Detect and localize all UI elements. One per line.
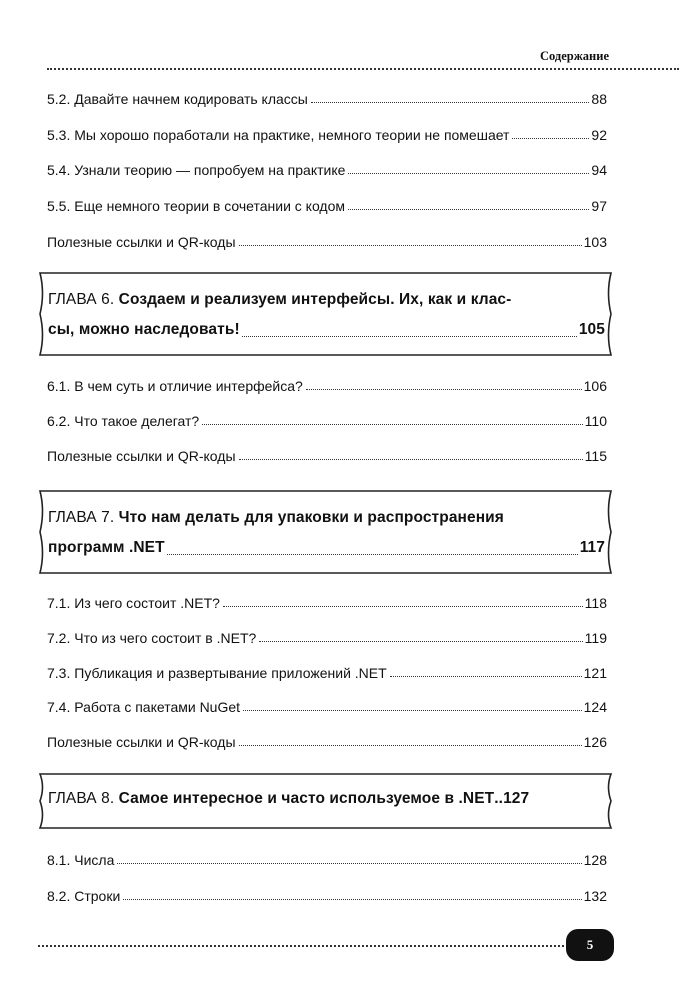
toc-entry[interactable]	[47, 408, 607, 430]
toc-entry-title: Мы хорошо поработали на практике, немного теории не помешает	[74, 127, 510, 143]
dot-leader	[311, 102, 590, 103]
toc-entry-links[interactable]	[47, 729, 607, 751]
toc-entry-page: 106	[583, 378, 607, 394]
chapter-title-cont: программ .NET	[48, 539, 165, 556]
chapter-title: Создаем и реализуем интерфейсы. Их, как и клас-	[118, 291, 512, 308]
dot-leader	[390, 676, 582, 677]
toc-entry-page: 118	[584, 595, 607, 611]
toc-entry[interactable]	[47, 193, 607, 215]
running-header: Содержание	[539, 49, 609, 63]
toc-entry-number: 6.2.	[47, 413, 71, 429]
toc-entry-title: Полезные ссылки и QR-коды	[47, 734, 236, 750]
toc-entry-page: 121	[583, 665, 607, 681]
toc-entry-page: 124	[583, 699, 607, 715]
toc-entry-title: Еще немного теории в сочетании с кодом	[74, 198, 346, 214]
toc-entry-number: 7.3.	[47, 665, 71, 681]
chapter-page: 117	[579, 539, 605, 556]
footer-divider	[38, 945, 564, 947]
dot-leader	[259, 641, 582, 642]
dot-leader	[348, 173, 589, 174]
toc-entry-number: 7.1.	[47, 595, 71, 611]
toc-entry-number: 7.2.	[47, 630, 71, 646]
chapter-box[interactable]	[38, 489, 613, 575]
chapter-heading	[48, 784, 605, 814]
toc-entry-page: 132	[583, 888, 607, 904]
toc-entry-title: Числа	[74, 852, 115, 868]
toc-entry-page: 115	[584, 448, 607, 464]
toc-entry-page: 97	[591, 198, 607, 214]
toc-entry-number: 6.1.	[47, 378, 71, 394]
dot-leader	[167, 554, 578, 555]
toc-entry-page: 126	[583, 734, 607, 750]
toc-entry-title: В чем суть и отличие интерфейса?	[74, 378, 303, 394]
toc-entry-title: Работа с пакетами NuGet	[74, 699, 241, 715]
toc-entry-links[interactable]	[47, 229, 607, 251]
toc-entry-page: 103	[583, 234, 607, 250]
toc-entry[interactable]	[47, 590, 607, 612]
toc-entry-number: 7.4.	[47, 699, 71, 715]
chapter-title-cont: сы, можно наследовать!	[48, 321, 240, 338]
dot-leader	[243, 710, 582, 711]
toc-entry[interactable]	[47, 86, 607, 108]
toc-entry-number: 8.1.	[47, 852, 71, 868]
toc-entry-title: Строки	[74, 888, 121, 904]
chapter-label: ГЛАВА 8.	[48, 790, 115, 807]
dot-leader	[239, 745, 582, 746]
dot-leader	[512, 138, 589, 139]
dot-leader	[239, 245, 582, 246]
toc-entry-title: Из чего состоит .NET?	[74, 595, 220, 611]
toc-entry[interactable]	[47, 625, 607, 647]
chapter-title: Что нам делать для упаковки и распространения	[118, 509, 504, 526]
toc-entry-page: 92	[591, 127, 607, 143]
toc-entry-title: Узнали теорию — попробуем на практике	[74, 162, 346, 178]
toc-entry-page: 128	[583, 852, 607, 868]
toc-entry-page: 110	[584, 413, 607, 429]
dot-leader: ..	[494, 790, 504, 807]
toc-entry-number: 5.5.	[47, 198, 71, 214]
toc-entry-number: 5.2.	[47, 91, 71, 107]
dot-leader	[117, 863, 581, 864]
chapter-heading	[48, 285, 605, 345]
toc-entry-title: Публикация и развертывание приложений .NET	[74, 665, 387, 681]
chapter-label: ГЛАВА 6.	[48, 291, 115, 308]
toc-entry-number: 5.4.	[47, 162, 71, 178]
toc-entry[interactable]	[47, 122, 607, 144]
toc-entry-title: Полезные ссылки и QR-коды	[47, 448, 236, 464]
chapter-page: 127	[503, 790, 530, 807]
toc-entry-number: 8.2.	[47, 888, 71, 904]
toc-entry[interactable]	[47, 883, 607, 905]
page-number: 5	[586, 937, 594, 952]
dot-leader	[123, 899, 581, 900]
toc-entry[interactable]	[47, 373, 607, 395]
toc-entry-number: 5.3.	[47, 127, 71, 143]
chapter-heading	[48, 503, 605, 563]
toc-entry-title: Что из чего состоит в .NET?	[74, 630, 257, 646]
toc-entry-page: 94	[591, 162, 607, 178]
dot-leader	[239, 459, 583, 460]
toc-entry-title: Полезные ссылки и QR-коды	[47, 234, 236, 250]
dot-leader	[242, 336, 577, 337]
chapter-box[interactable]	[38, 271, 613, 357]
page-number-badge	[566, 929, 614, 961]
toc-entry[interactable]	[47, 157, 607, 179]
toc-entry-links[interactable]	[47, 443, 607, 465]
header-divider	[47, 68, 679, 70]
chapter-page: 105	[578, 321, 605, 338]
dot-leader	[202, 424, 582, 425]
chapter-title: Самое интересное и часто используемое в .NET	[118, 790, 495, 807]
toc-entry[interactable]	[47, 847, 607, 869]
toc-entry-page: 88	[591, 91, 607, 107]
chapter-label: ГЛАВА 7.	[48, 509, 115, 526]
chapter-box[interactable]	[38, 772, 613, 830]
dot-leader	[348, 209, 589, 210]
toc-entry[interactable]	[47, 694, 607, 716]
toc-entry-title: Давайте начнем кодировать классы	[74, 91, 308, 107]
toc-entry[interactable]	[47, 660, 607, 682]
toc-entry-page: 119	[584, 630, 607, 646]
toc-entry-title: Что такое делегат?	[74, 413, 200, 429]
dot-leader	[223, 606, 583, 607]
dot-leader	[306, 389, 582, 390]
